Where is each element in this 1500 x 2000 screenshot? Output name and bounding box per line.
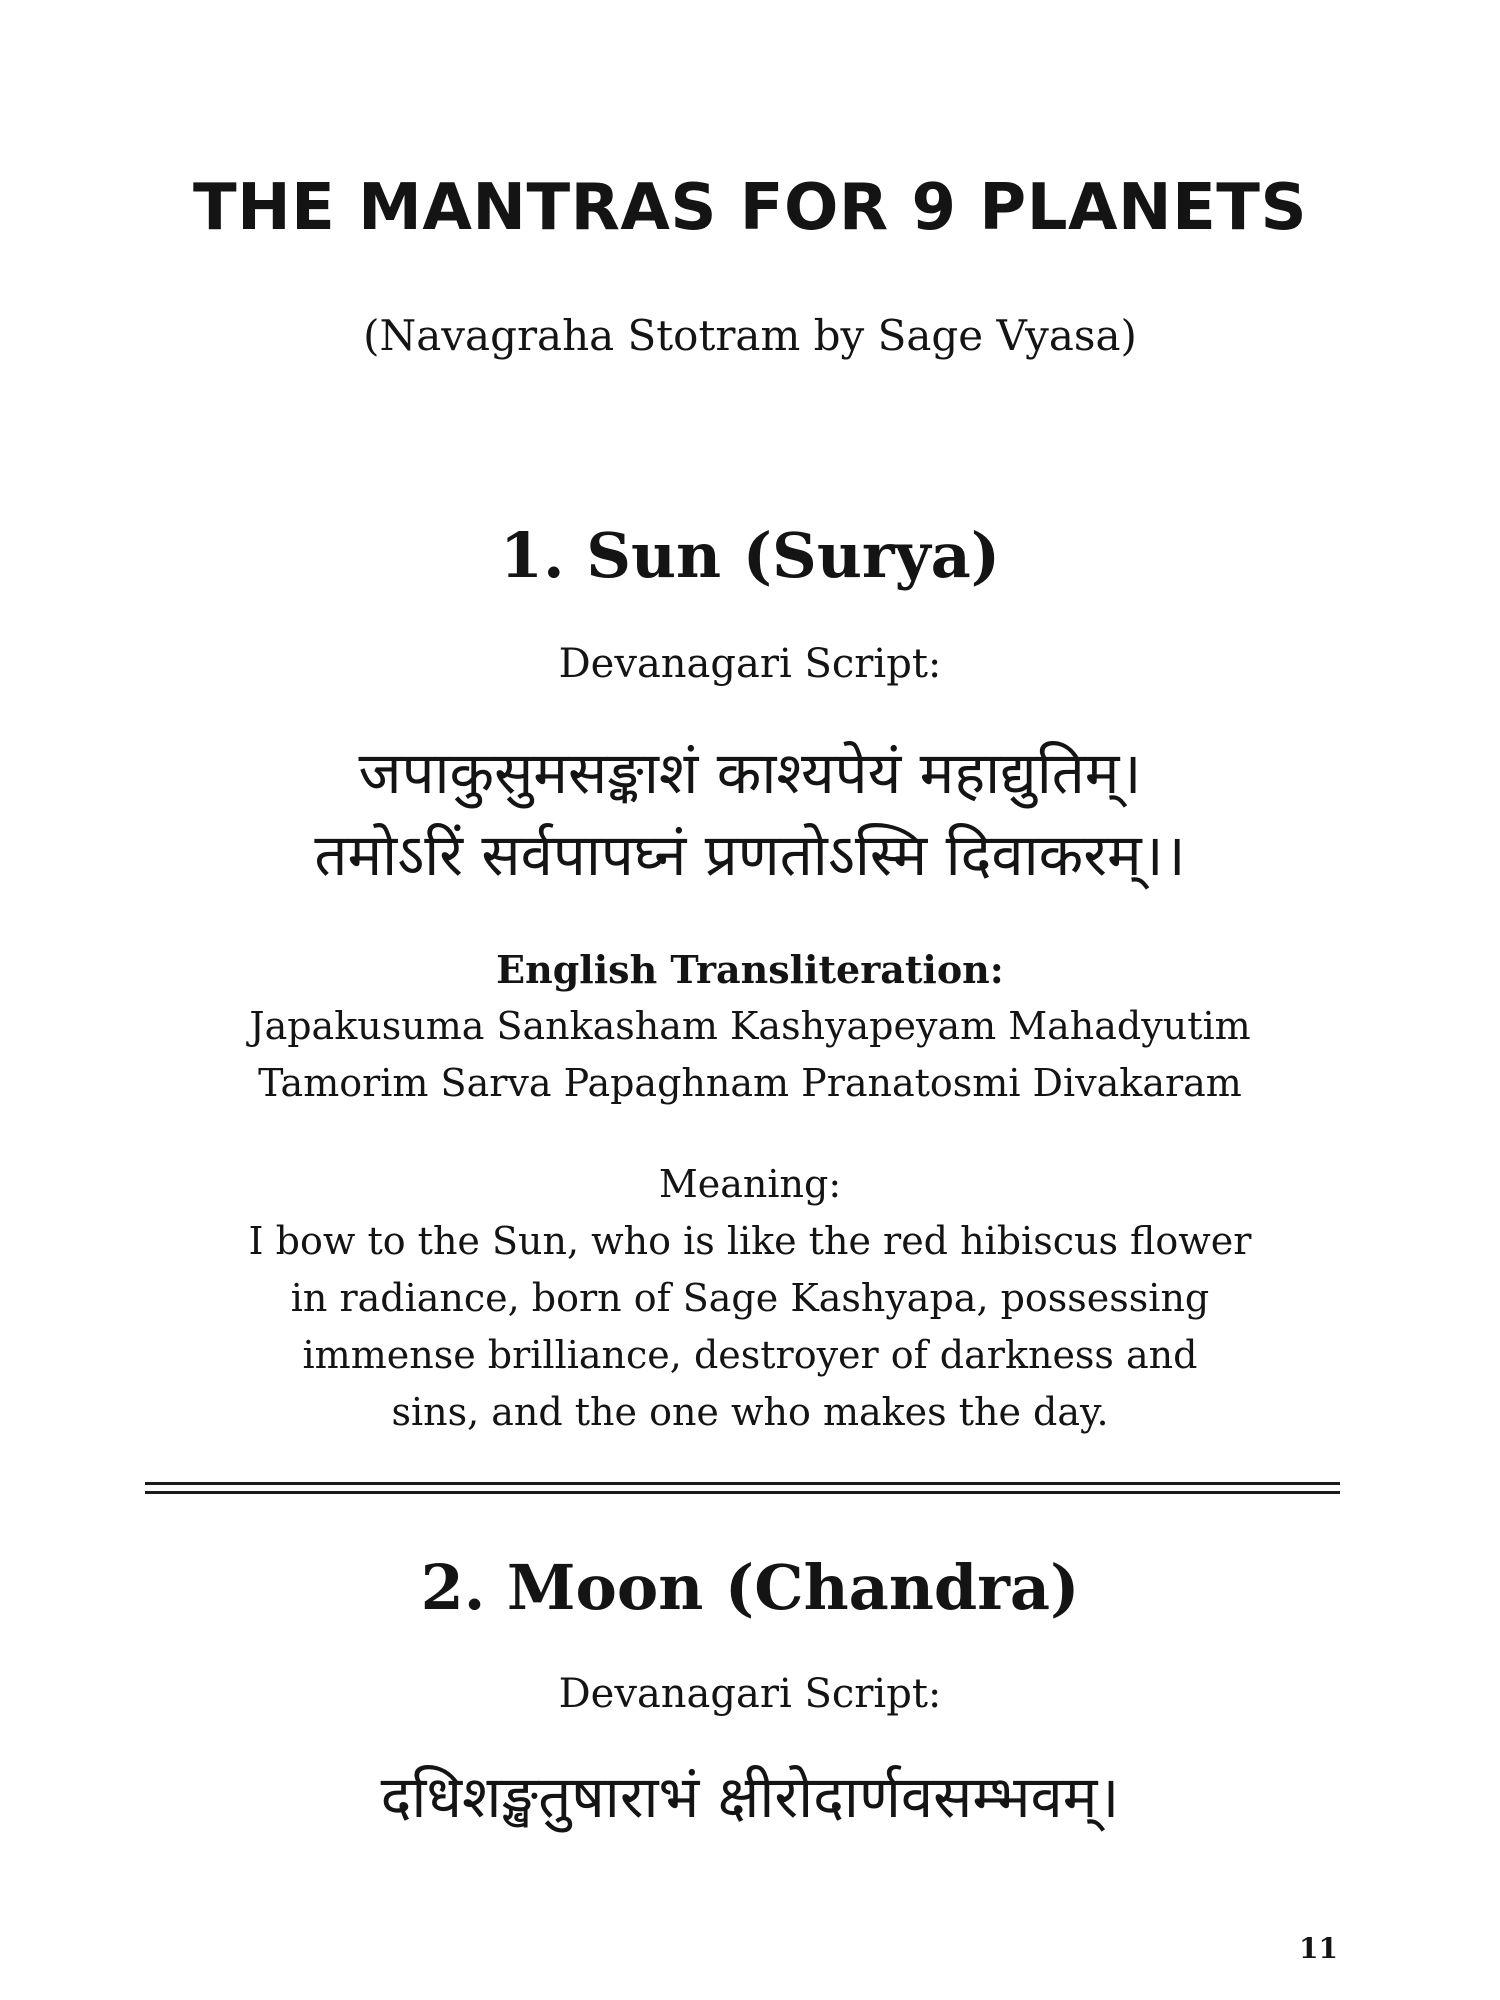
transliteration-line-sun-2: Tamorim Sarva Papaghnam Pranatosmi Divakaram	[258, 1061, 1242, 1105]
section-divider	[145, 1482, 1340, 1494]
meaning-line-sun-4: sins, and the one who makes the day.	[391, 1390, 1109, 1434]
page-title: THE MANTRAS FOR 9 PLANETS	[192, 171, 1308, 245]
section-heading-moon: 2. Moon (Chandra)	[420, 1551, 1080, 1624]
meaning-line-sun-3: immense brilliance, destroyer of darkness and	[302, 1333, 1198, 1377]
meaning-line-sun-2: in radiance, born of Sage Kashyapa, possessing	[290, 1276, 1210, 1320]
devanagari-line-moon-1: दधिशङ्खतुषाराभं क्षीरोदार्णवसम्भवम्।	[380, 1763, 1120, 1831]
devanagari-label-moon: Devanagari Script:	[558, 1671, 942, 1717]
transliteration-heading-sun: English Transliteration:	[496, 947, 1004, 992]
devanagari-line-sun-1: जपाकुसुमसङ्काशं काश्यपेयं महाद्युतिम्।	[358, 739, 1142, 807]
devanagari-line-sun-2: तमोऽरिं सर्वपापघ्नं प्रणतोऽस्मि दिवाकरम्।।	[314, 821, 1186, 889]
page-number: 11	[1299, 1932, 1338, 1965]
meaning-line-sun-1: I bow to the Sun, who is like the red hibiscus flower	[248, 1219, 1252, 1263]
page-subtitle: (Navagraha Stotram by Sage Vyasa)	[363, 311, 1137, 360]
devanagari-label-sun: Devanagari Script:	[558, 641, 942, 687]
transliteration-line-sun-1: Japakusuma Sankasham Kashyapeyam Mahadyutim	[249, 1004, 1251, 1048]
section-heading-sun: 1. Sun (Surya)	[499, 519, 1001, 592]
meaning-label-sun: Meaning:	[658, 1162, 842, 1206]
